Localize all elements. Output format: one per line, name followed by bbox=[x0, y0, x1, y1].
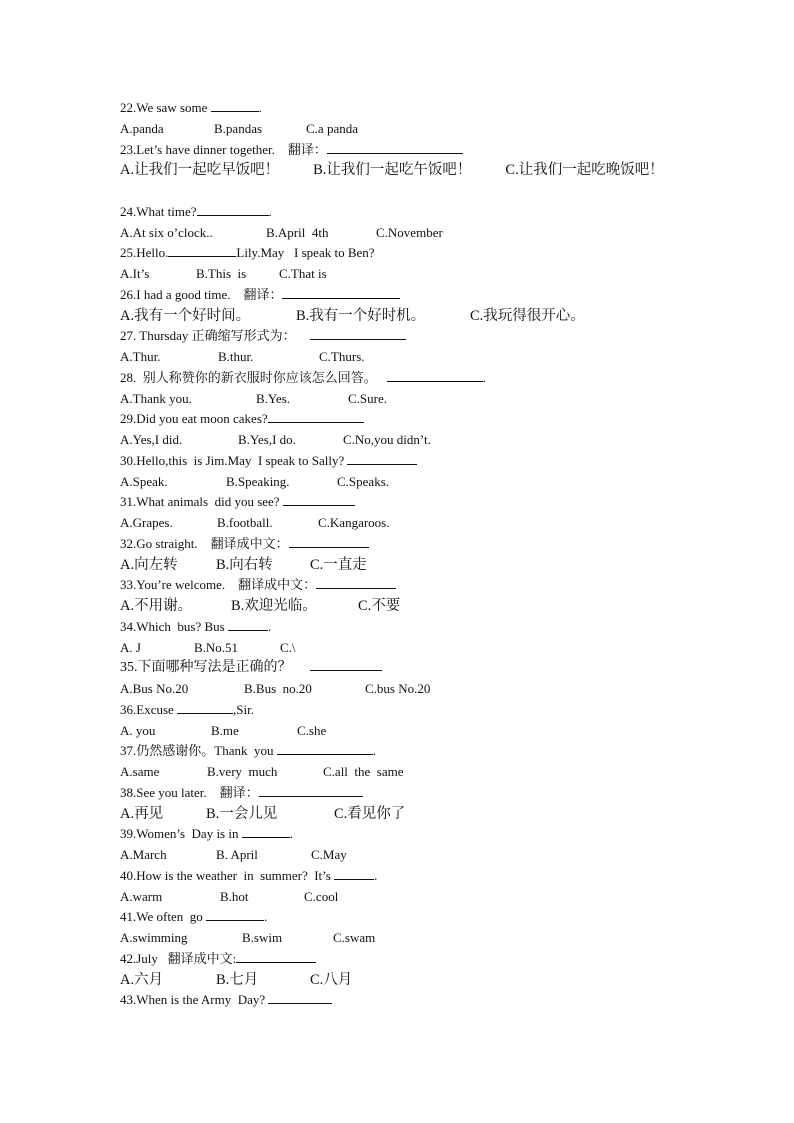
option-a: A. you bbox=[120, 722, 156, 738]
option-b: B.hot bbox=[220, 888, 249, 904]
option-b: B.让我们一起吃午饭吧！ bbox=[313, 162, 472, 179]
question-31-options bbox=[120, 513, 680, 534]
option-c: C.不要 bbox=[358, 598, 401, 614]
question-30-stem: 30.Hello,this is Jim.May I speak to Sally? bbox=[120, 451, 680, 472]
option-a: A.Bus No.20 bbox=[120, 681, 189, 696]
answer-blank bbox=[206, 909, 264, 921]
question-31-stem: 31.What animals did you see? bbox=[120, 492, 680, 513]
question-38-stem: 38.See you later. 翻译： bbox=[120, 783, 680, 804]
question-30-options bbox=[120, 472, 680, 493]
option-c: C.Kangaroos. bbox=[318, 515, 390, 530]
option-a: A.Thank you. bbox=[120, 390, 192, 406]
question-list bbox=[120, 98, 680, 1011]
option-b: B.very much bbox=[207, 764, 278, 779]
question-28-options bbox=[120, 389, 680, 410]
option-a: A. J bbox=[120, 639, 141, 655]
question-27-options bbox=[120, 347, 680, 368]
question-41-options bbox=[120, 928, 680, 949]
answer-blank bbox=[310, 659, 382, 671]
option-c: C.Speaks. bbox=[337, 473, 389, 489]
question-26-stem: 26.I had a good time. 翻译： bbox=[120, 285, 680, 306]
option-b: B.一会儿见 bbox=[206, 805, 278, 822]
option-a: A.March bbox=[120, 847, 167, 862]
option-c: C.swam bbox=[333, 930, 376, 945]
option-c: C.she bbox=[297, 722, 327, 738]
option-b: B.欢迎光临。 bbox=[231, 598, 317, 614]
answer-blank bbox=[282, 287, 400, 299]
question-23-options bbox=[120, 160, 680, 202]
question-32-stem: 32.Go straight. 翻译成中文： bbox=[120, 534, 680, 555]
question-29-options bbox=[120, 430, 680, 451]
option-c: C.我玩得很开心。 bbox=[470, 307, 585, 324]
question-34-stem: 34.Which bus? Bus . bbox=[120, 618, 272, 634]
question-37-stem: 37.仍然感谢你。Thank you . bbox=[120, 743, 376, 759]
answer-blank bbox=[228, 619, 268, 631]
option-b: B.No.51 bbox=[194, 639, 239, 655]
question-28-stem: 28. 别人称赞你的新衣服时你应该怎么回答。 . bbox=[120, 369, 487, 385]
option-b: B.Speaking. bbox=[226, 473, 290, 489]
answer-blank bbox=[197, 204, 269, 216]
option-b: B.April 4th bbox=[266, 224, 329, 240]
question-24-stem: 24.What time? . bbox=[120, 203, 272, 219]
option-a: A.Thur. bbox=[120, 349, 161, 364]
question-36-stem: 36.Excuse ,Sir. bbox=[120, 701, 255, 717]
question-37-options bbox=[120, 762, 680, 783]
option-c: C.a panda bbox=[306, 120, 358, 136]
question-27-stem: 27. Thursday 正确缩写形式为： bbox=[120, 326, 680, 347]
option-b: B.七月 bbox=[216, 971, 259, 988]
option-b: B.football. bbox=[217, 515, 273, 530]
answer-blank bbox=[283, 494, 355, 506]
option-b: B. April bbox=[216, 847, 258, 862]
option-c: C.November bbox=[376, 224, 443, 240]
option-c: C.May bbox=[311, 847, 347, 862]
answer-blank bbox=[347, 453, 417, 465]
question-40-stem: 40.How is the weather in summer? It’s . bbox=[120, 867, 378, 883]
answer-blank bbox=[268, 411, 364, 423]
option-c: C.看见你了 bbox=[334, 805, 406, 822]
question-32-options bbox=[120, 555, 680, 576]
option-c: C.all the same bbox=[323, 764, 404, 779]
question-33-stem: 33.You’re welcome. 翻译成中文： bbox=[120, 575, 680, 596]
question-42-options bbox=[120, 970, 680, 991]
question-26-options bbox=[120, 306, 680, 327]
answer-blank bbox=[277, 743, 373, 755]
option-b: B.me bbox=[211, 722, 239, 738]
option-b: B.Yes. bbox=[256, 390, 291, 406]
option-c: C.bus No.20 bbox=[365, 681, 431, 696]
option-a: A.Grapes. bbox=[120, 515, 173, 530]
answer-blank bbox=[211, 100, 259, 112]
answer-blank bbox=[289, 536, 369, 548]
option-c: C.让我们一起吃晚饭吧！ bbox=[505, 162, 664, 179]
question-40-options bbox=[120, 887, 680, 908]
option-a: A.At six o’clock.. bbox=[120, 224, 213, 240]
option-a: A.It’s bbox=[120, 266, 150, 281]
option-b: B.Bus no.20 bbox=[244, 681, 312, 696]
option-c: C.Sure. bbox=[348, 390, 387, 406]
option-a: A.same bbox=[120, 764, 160, 779]
answer-blank bbox=[236, 951, 316, 963]
option-c: C.一直走 bbox=[310, 556, 367, 573]
question-33-options bbox=[120, 596, 680, 617]
option-b: B.向右转 bbox=[216, 556, 273, 573]
option-b: B.pandas bbox=[214, 120, 263, 136]
answer-blank bbox=[177, 702, 233, 714]
question-25-stem: 25.Hello. Lily.May I speak to Ben? bbox=[120, 245, 375, 261]
question-34-options bbox=[120, 638, 680, 659]
option-c: C.That is bbox=[279, 266, 327, 281]
question-36-options bbox=[120, 721, 680, 742]
answer-blank bbox=[310, 328, 406, 340]
answer-blank bbox=[316, 577, 396, 589]
option-a: A.swimming bbox=[120, 930, 188, 945]
option-b: B.Yes,I do. bbox=[238, 432, 296, 447]
option-b: B.thur. bbox=[218, 349, 254, 364]
question-35-options bbox=[120, 679, 680, 700]
option-a: A.Speak. bbox=[120, 473, 168, 489]
question-39-options bbox=[120, 845, 680, 866]
option-a: A.panda bbox=[120, 120, 164, 136]
option-c: C.Thurs. bbox=[319, 349, 365, 364]
option-c: C.八月 bbox=[310, 971, 353, 988]
answer-blank bbox=[327, 142, 463, 154]
question-24-options bbox=[120, 223, 680, 244]
answer-blank bbox=[168, 245, 236, 257]
option-a: A.向左转 bbox=[120, 556, 178, 573]
option-a: A.Yes,I did. bbox=[120, 432, 183, 447]
answer-blank bbox=[268, 992, 332, 1004]
answer-blank bbox=[259, 785, 363, 797]
question-43-stem: 43.When is the Army Day? bbox=[120, 990, 680, 1011]
option-b: B.This is bbox=[196, 266, 247, 281]
option-a: A.warm bbox=[120, 888, 163, 904]
question-22-stem: 22.We saw some . bbox=[120, 100, 262, 115]
answer-blank bbox=[387, 370, 483, 382]
answer-blank bbox=[242, 826, 290, 838]
question-29-stem: 29.Did you eat moon cakes? bbox=[120, 409, 680, 430]
option-a: A.再见 bbox=[120, 805, 164, 822]
option-c: C.\ bbox=[280, 639, 296, 655]
option-b: B.我有一个好时机。 bbox=[296, 307, 426, 324]
question-41-stem: 41.We often go . bbox=[120, 909, 268, 925]
question-35-stem: 35.下面哪种写法是正确的？ bbox=[120, 658, 680, 679]
question-39-stem: 39.Women’s Day is in . bbox=[120, 826, 293, 842]
option-c: C.cool bbox=[304, 888, 339, 904]
question-22-options bbox=[120, 119, 680, 140]
option-a: A.我有一个好时间。 bbox=[120, 307, 251, 324]
question-25-options bbox=[120, 264, 680, 285]
option-a: A.六月 bbox=[120, 971, 164, 988]
answer-blank bbox=[334, 868, 374, 880]
option-a: A.不用谢。 bbox=[120, 598, 193, 614]
question-23-stem: 23.Let’s have dinner together. 翻译： bbox=[120, 140, 680, 161]
question-38-options bbox=[120, 804, 680, 825]
option-c: C.No,you didn’t. bbox=[343, 432, 431, 447]
option-b: B.swim bbox=[242, 930, 283, 945]
option-a: A.让我们一起吃早饭吧！ bbox=[120, 162, 280, 179]
question-42-stem: 42.July 翻译成中文: bbox=[120, 949, 680, 970]
